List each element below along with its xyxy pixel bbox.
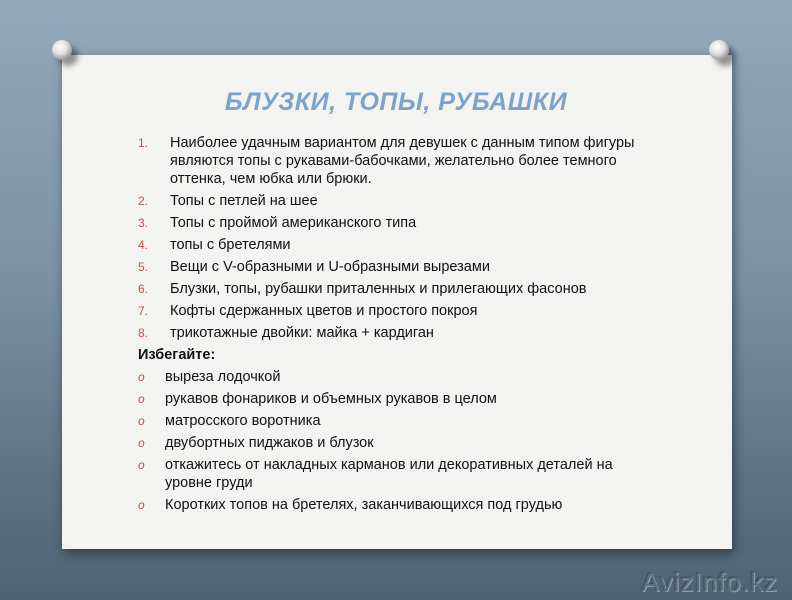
- pushpin-icon: [709, 40, 729, 60]
- item-text: Топы с петлей на шее: [170, 193, 318, 209]
- bullet-icon: o: [138, 436, 145, 450]
- avoid-heading: Избегайте:: [138, 347, 216, 363]
- numbered-item: [138, 302, 658, 320]
- avoid-item: [138, 456, 658, 492]
- item-number: 3.: [138, 216, 149, 230]
- numbered-item: [138, 134, 658, 188]
- avoid-item: [138, 434, 658, 452]
- avoid-item: [138, 368, 658, 386]
- item-text: Блузки, топы, рубашки приталенных и прилегающих фасонов: [170, 281, 587, 297]
- item-number: 4.: [138, 238, 149, 252]
- bullet-icon: o: [138, 414, 145, 428]
- item-text: трикотажные двойки: майка + кардиган: [170, 325, 434, 341]
- avoid-item: [138, 412, 658, 430]
- pushpin-icon: [52, 40, 72, 60]
- item-number: 7.: [138, 304, 149, 318]
- item-number: 1.: [138, 136, 149, 150]
- item-text: откажитесь от накладных карманов или декоративных деталей на уровне груди: [165, 457, 613, 491]
- item-number: 8.: [138, 326, 149, 340]
- item-text: двубортных пиджаков и блузок: [165, 435, 374, 451]
- bullet-icon: o: [138, 370, 145, 384]
- numbered-item: [138, 324, 658, 342]
- item-number: 6.: [138, 282, 149, 296]
- item-text: Вещи с V-образными и U-образными вырезами: [170, 259, 490, 275]
- item-number: 5.: [138, 260, 149, 274]
- content-list: [138, 134, 658, 518]
- item-text: Наиболее удачным вариантом для девушек с данным типом фигуры являются топы с рукавами-бабочками, желательно более темного оттенка, чем юбка или брюки.: [170, 135, 635, 187]
- slide-title: БЛУЗКИ, ТОПЫ, РУБАШКИ: [224, 88, 568, 116]
- numbered-item: [138, 280, 658, 298]
- item-text: Топы с проймой американского типа: [170, 215, 417, 231]
- item-text: топы с бретелями: [170, 237, 291, 253]
- numbered-item: [138, 214, 658, 232]
- bullet-icon: o: [138, 458, 145, 472]
- item-text: матросского воротника: [165, 413, 321, 429]
- numbered-item: [138, 192, 658, 210]
- item-number: 2.: [138, 194, 149, 208]
- avoid-item: [138, 496, 658, 514]
- watermark: AvizInfo.kz: [641, 567, 778, 597]
- bullet-icon: o: [138, 392, 145, 406]
- numbered-item: [138, 236, 658, 254]
- item-text: Коротких топов на бретелях, заканчивающихся под грудью: [165, 497, 563, 513]
- item-text: выреза лодочкой: [165, 369, 281, 385]
- bullet-icon: o: [138, 498, 145, 512]
- avoid-item: [138, 390, 658, 408]
- item-text: Кофты сдержанных цветов и простого покроя: [170, 303, 478, 319]
- numbered-item: [138, 258, 658, 276]
- item-text: рукавов фонариков и объемных рукавов в целом: [165, 391, 497, 407]
